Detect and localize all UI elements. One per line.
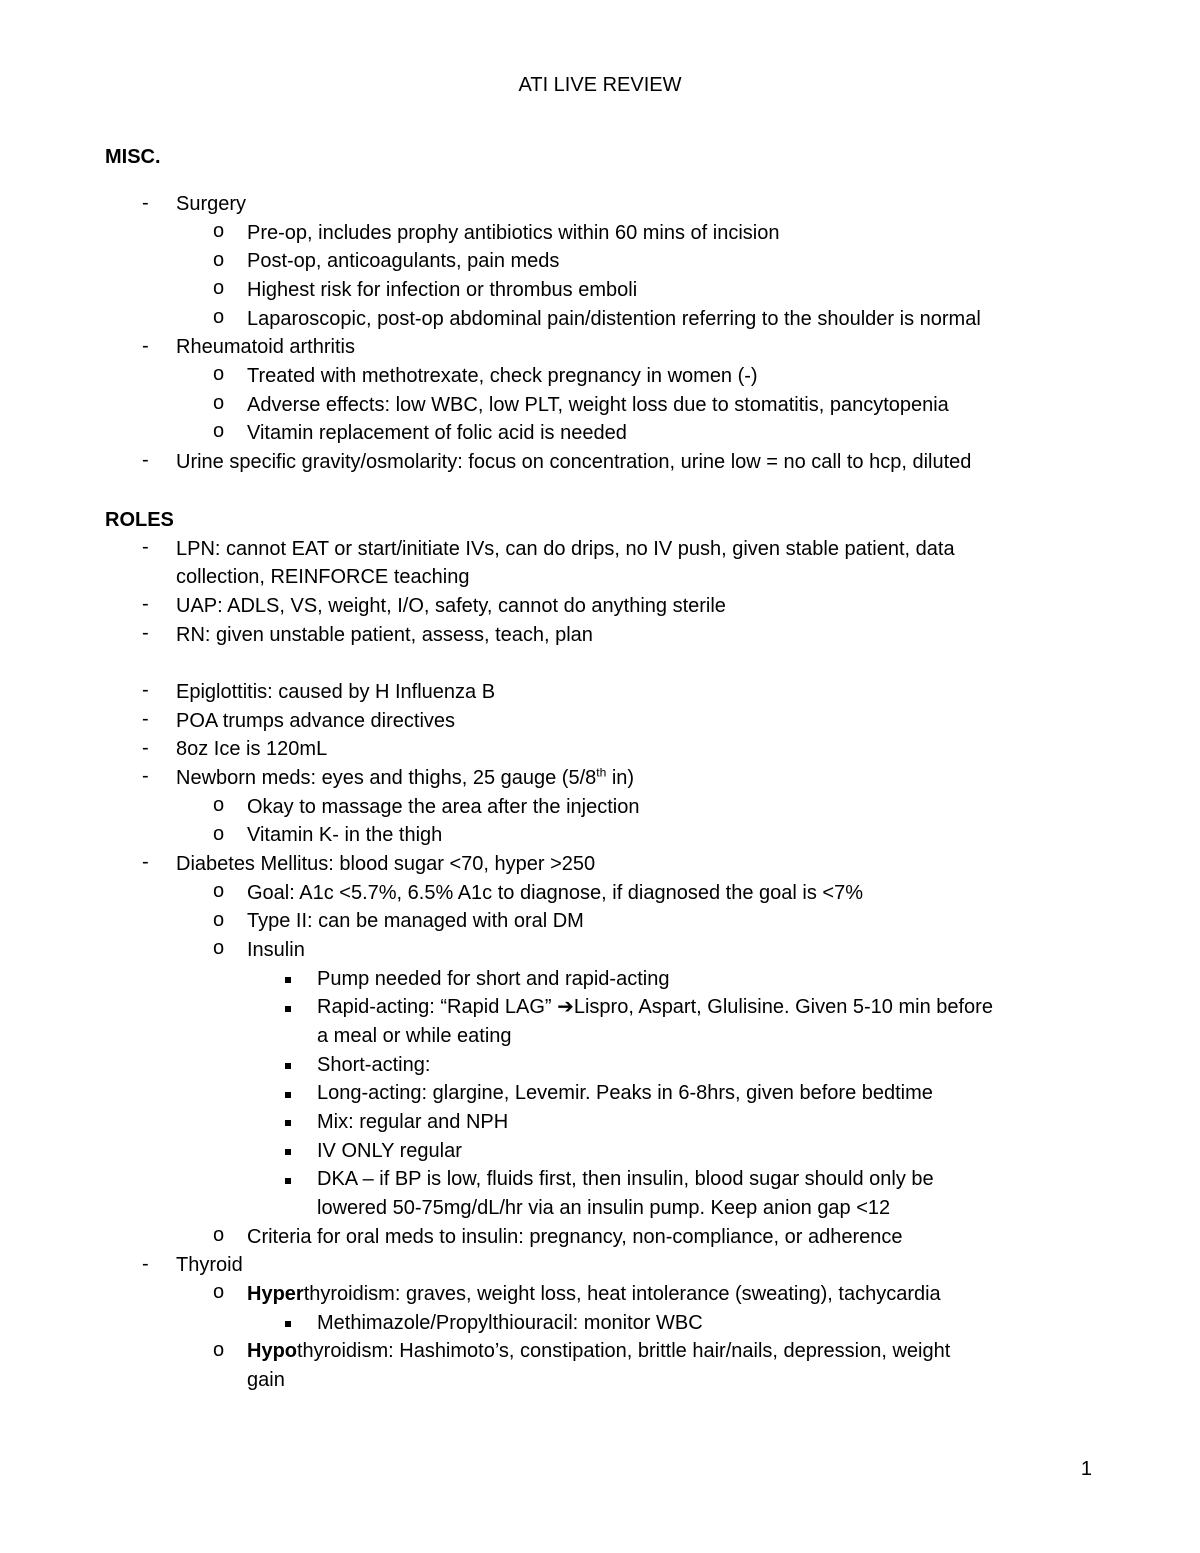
list-item bbox=[176, 764, 634, 793]
dash-bullet: - bbox=[142, 708, 149, 730]
list-item: LPN: cannot EAT or start/initiate IVs, can do drips, no IV push, given stable patient, data bbox=[176, 538, 955, 560]
square-bullet bbox=[285, 977, 291, 983]
square-bullet bbox=[285, 1006, 291, 1012]
dash-bullet: - bbox=[142, 593, 149, 615]
text-segment: thyroidism: Hashimoto’s, constipation, brittle hair/nails, depression, weight bbox=[297, 1340, 951, 1362]
list-item: Insulin bbox=[247, 939, 305, 961]
circle-bullet: o bbox=[213, 937, 225, 959]
list-item: Vitamin replacement of folic acid is needed bbox=[247, 422, 627, 444]
list-item: POA trumps advance directives bbox=[176, 710, 456, 732]
list-item: Vitamin K- in the thigh bbox=[247, 824, 443, 846]
circle-bullet: o bbox=[213, 794, 225, 816]
bold-prefix: Hyper bbox=[247, 1283, 304, 1305]
list-item: 8oz Ice is 120mL bbox=[176, 738, 328, 760]
list-item: IV ONLY regular bbox=[317, 1140, 462, 1162]
circle-bullet: o bbox=[213, 823, 225, 845]
list-item: Rapid-acting: “Rapid LAG” ➔Lispro, Aspart, Glulisine. Given 5-10 min before bbox=[317, 996, 993, 1018]
list-item: Mix: regular and NPH bbox=[317, 1111, 509, 1133]
list-item-continuation: gain bbox=[247, 1369, 285, 1391]
text-segment: Newborn meds: eyes and thighs, 25 gauge (5/8 bbox=[176, 767, 597, 789]
list-item: Epiglottitis: caused by H Influenza B bbox=[176, 681, 496, 703]
list-item: Type II: can be managed with oral DM bbox=[247, 910, 584, 932]
circle-bullet: o bbox=[213, 363, 225, 385]
list-item: Diabetes Mellitus: blood sugar <70, hyper >250 bbox=[176, 853, 596, 875]
circle-bullet: o bbox=[213, 306, 225, 328]
circle-bullet: o bbox=[213, 277, 225, 299]
list-item: Laparoscopic, post-op abdominal pain/distention referring to the shoulder is normal bbox=[247, 308, 981, 330]
circle-bullet: o bbox=[213, 420, 225, 442]
list-item: Pump needed for short and rapid-acting bbox=[317, 968, 670, 990]
superscript: th bbox=[596, 765, 607, 780]
bold-prefix: Hypo bbox=[247, 1340, 297, 1362]
circle-bullet: o bbox=[213, 249, 225, 271]
list-item: Highest risk for infection or thrombus emboli bbox=[247, 279, 638, 301]
circle-bullet: o bbox=[213, 392, 225, 414]
list-item: Surgery bbox=[176, 193, 247, 215]
list-item: Pre-op, includes prophy antibiotics within 60 mins of incision bbox=[247, 222, 780, 244]
list-item: Post-op, anticoagulants, pain meds bbox=[247, 250, 560, 272]
circle-bullet: o bbox=[213, 909, 225, 931]
dash-bullet: - bbox=[142, 851, 149, 873]
list-item: Short-acting: bbox=[317, 1054, 431, 1076]
list-item: UAP: ADLS, VS, weight, I/O, safety, cannot do anything sterile bbox=[176, 595, 726, 617]
document-title: ATI LIVE REVIEW bbox=[518, 74, 682, 96]
square-bullet bbox=[285, 1178, 291, 1184]
list-item: DKA – if BP is low, fluids first, then insulin, blood sugar should only be bbox=[317, 1168, 934, 1190]
list-item: Rheumatoid arthritis bbox=[176, 336, 355, 358]
circle-bullet: o bbox=[213, 220, 225, 242]
section-heading-misc: MISC. bbox=[105, 146, 161, 168]
dash-bullet: - bbox=[142, 622, 149, 644]
page-number: 1 bbox=[1080, 1458, 1092, 1480]
dash-bullet: - bbox=[142, 679, 149, 701]
list-item: Urine specific gravity/osmolarity: focus on concentration, urine low = no call to hcp, diluted bbox=[176, 451, 972, 473]
dash-bullet: - bbox=[142, 536, 149, 558]
list-item: Thyroid bbox=[176, 1254, 243, 1276]
square-bullet bbox=[285, 1120, 291, 1126]
dash-bullet: - bbox=[142, 1253, 149, 1275]
list-item: Criteria for oral meds to insulin: pregnancy, non-compliance, or adherence bbox=[247, 1226, 903, 1248]
dash-bullet: - bbox=[142, 449, 149, 471]
list-item bbox=[247, 1337, 950, 1366]
circle-bullet: o bbox=[213, 880, 225, 902]
text-segment: thyroidism: graves, weight loss, heat intolerance (sweating), tachycardia bbox=[303, 1283, 941, 1305]
list-item-continuation: a meal or while eating bbox=[317, 1025, 512, 1047]
section-heading-roles: ROLES bbox=[105, 509, 174, 531]
dash-bullet: - bbox=[142, 737, 149, 759]
list-item: Long-acting: glargine, Levemir. Peaks in 6-8hrs, given before bedtime bbox=[317, 1082, 933, 1104]
circle-bullet: o bbox=[213, 1281, 225, 1303]
circle-bullet: o bbox=[213, 1339, 225, 1361]
list-item-continuation: collection, REINFORCE teaching bbox=[176, 566, 470, 588]
square-bullet bbox=[285, 1149, 291, 1155]
square-bullet bbox=[285, 1092, 291, 1098]
circle-bullet: o bbox=[213, 1224, 225, 1246]
list-item bbox=[247, 1280, 941, 1309]
list-item-continuation: lowered 50-75mg/dL/hr via an insulin pump. Keep anion gap <12 bbox=[317, 1197, 891, 1219]
list-item: Adverse effects: low WBC, low PLT, weight loss due to stomatitis, pancytopenia bbox=[247, 394, 949, 416]
list-item: Methimazole/Propylthiouracil: monitor WBC bbox=[317, 1312, 703, 1334]
list-item: Treated with methotrexate, check pregnancy in women (-) bbox=[247, 365, 758, 387]
square-bullet bbox=[285, 1321, 291, 1327]
dash-bullet: - bbox=[142, 765, 149, 787]
list-item: Okay to massage the area after the injection bbox=[247, 796, 640, 818]
square-bullet bbox=[285, 1063, 291, 1069]
dash-bullet: - bbox=[142, 335, 149, 357]
list-item: RN: given unstable patient, assess, teach, plan bbox=[176, 624, 593, 646]
list-item: Goal: A1c <5.7%, 6.5% A1c to diagnose, if diagnosed the goal is <7% bbox=[247, 882, 863, 904]
text-segment: in) bbox=[606, 767, 635, 789]
dash-bullet: - bbox=[142, 192, 149, 214]
